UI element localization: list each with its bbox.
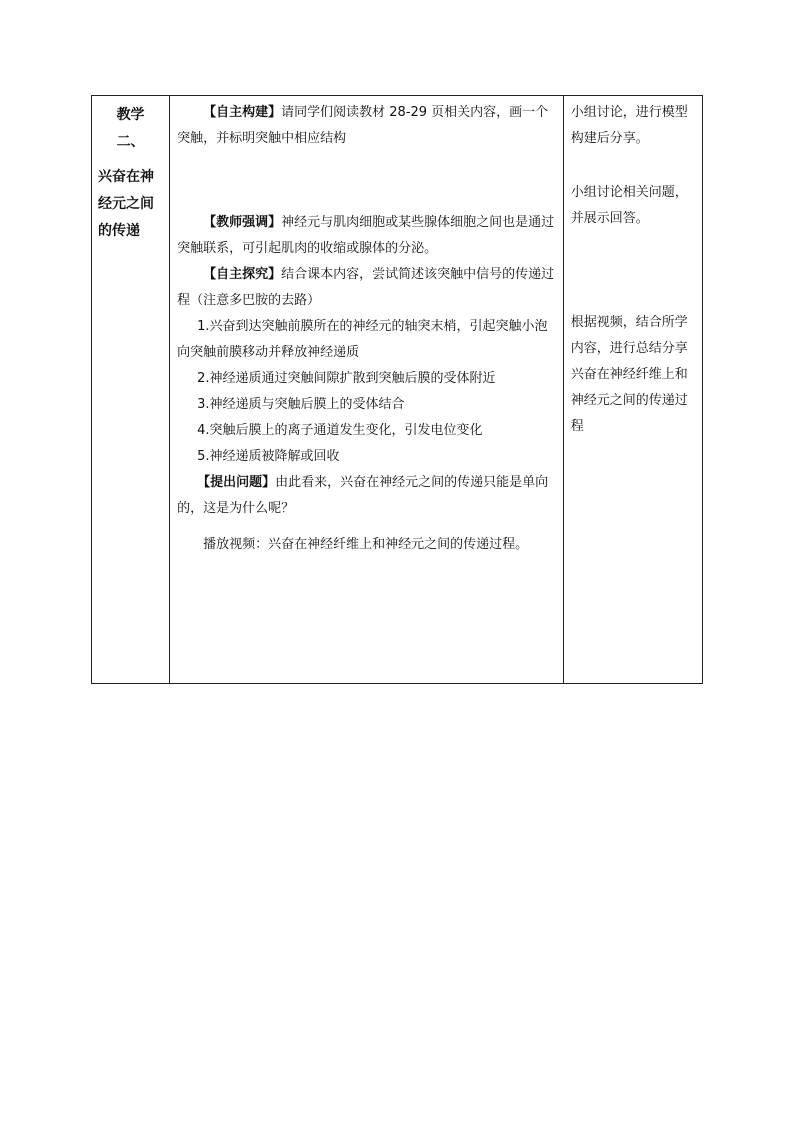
- activity-item: 小组讨论相关问题，并展示回答。: [570, 185, 688, 226]
- section-cell: [92, 96, 170, 684]
- activity-item: 根据视频，结合所学内容，进行总结分享兴奋在神经纤维上和神经元之间的传递过程: [570, 315, 688, 434]
- section-label-line1: 教学: [116, 107, 145, 123]
- section-label: [92, 96, 169, 245]
- lesson-table: [91, 95, 703, 684]
- section-label-line2: 二、: [116, 134, 145, 150]
- question-tag: 【提出问题】: [197, 475, 276, 490]
- teacher-emphasis-tag: 【教师强调】: [203, 215, 282, 230]
- teacher-emphasis-paragraph: [177, 210, 557, 262]
- self-explore-paragraph: [177, 262, 557, 314]
- step-item: 4.突触后膜上的离子通道发生变化，引发电位变化: [197, 423, 483, 438]
- step-item: 3.神经递质与突触后膜上的受体结合: [197, 397, 405, 412]
- self-build-paragraph: [177, 100, 557, 152]
- self-explore-text: 结合课本内容，尝试简述该突触中信号的传递过程（注意多巴胺的去路）: [177, 267, 555, 308]
- question-text: 由此看来，兴奋在神经元之间的传递只能是单向的，这是为什么呢？: [177, 475, 549, 516]
- step-item: 2.神经递质通过突触间隙扩散到突触后膜的受体附近: [197, 371, 496, 386]
- video-paragraph: 播放视频：兴奋在神经纤维上和神经元之间的传递过程。: [203, 537, 529, 552]
- activity-item: 小组讨论，进行模型构建后分享。: [570, 105, 688, 146]
- step-item: 1.兴奋到达突触前膜所在的神经元的轴突末梢，引起突触小泡向突触前膜移动并释放神经递质: [177, 319, 548, 360]
- table-row: [92, 96, 703, 684]
- step-item: 5.神经递质被降解或回收: [197, 449, 340, 464]
- section-title: 兴奋在神经元之间的传递: [98, 169, 154, 239]
- self-build-tag: 【自主构建】: [203, 105, 282, 120]
- activity-cell: [563, 96, 702, 684]
- question-paragraph: [177, 470, 557, 522]
- self-explore-tag: 【自主探究】: [203, 267, 282, 282]
- teacher-emphasis-text: 神经元与肌肉细胞或某些腺体细胞之间也是通过突触联系，可引起肌肉的收缩或腺体的分泌。: [177, 215, 555, 256]
- content-cell: [170, 96, 564, 684]
- self-build-text: 请同学们阅读教材 28-29 页相关内容，画一个突触，并标明突触中相应结构: [177, 105, 549, 146]
